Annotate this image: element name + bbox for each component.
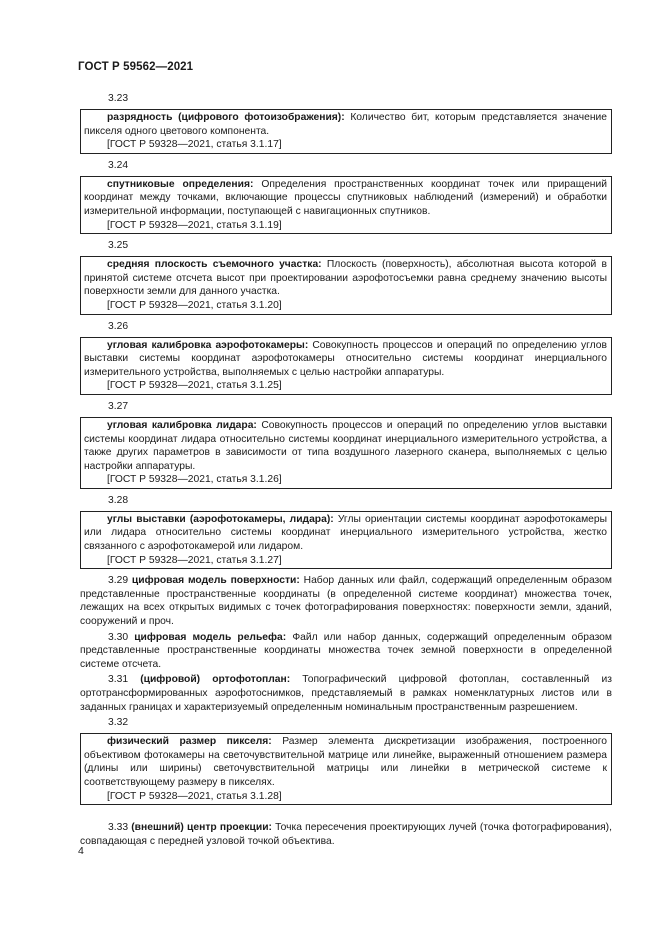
term-source: [ГОСТ Р 59328—2021, статья 3.1.25] xyxy=(107,380,282,392)
term-text: Точка пересечения проектирующих лучей (точка фотографирования), совпадающая с передней узловой точкой объектива. xyxy=(80,822,612,847)
term-definition xyxy=(84,735,607,789)
term-title: углы выставки (аэрофотокамеры, лидара): xyxy=(107,513,334,525)
term-box xyxy=(80,733,612,805)
term-text: Совокупность процессов и операций по определению углов выставки системы координат аэрофотокамеры относительно системы координат инерциального измерительного устройства, выполняемых с целью настройки аппаратуры. xyxy=(84,339,607,378)
term-text: Размер элемента дискретизации изображения, построенного объективом фотокамеры на светочувствительной матрице или линейке, выраженный отношением размера (длины или ширины) светочувствительной матрицы или линейки в метрической системе к соответствующему размеру в пикселях. xyxy=(84,736,607,788)
term-text: Совокупность процессов и операций по определению углов выставки системы координат лидара относительно системы координат инерциального измерительного устройства, а также других параметров в зависимости от типа воздушного лазерного сканера, выполняемых с целью настройки аппаратуры. xyxy=(84,419,607,472)
term-text: Определения пространственных координат точек или приращений координат между точками, включающие процессы спутниковых наблюдений (измерений) и обработки измерительной информации, поступающей с навигационных спутников. xyxy=(84,178,607,217)
term-title: разрядность (цифрового фотоизображения): xyxy=(107,112,345,123)
term-text: Набор данных или файл, содержащий определенным образом представленные пространственные координаты (в определенной системе координат) множества точек, лежащих на всех открытых видимых с точек фотографирования поверхностях: поверхности земли, зданий, сооружений и проч. xyxy=(80,575,612,628)
term-number: 3.26 xyxy=(108,320,129,332)
term-number: 3.25 xyxy=(108,240,129,252)
term-title: угловая калибровка лидара: xyxy=(107,419,257,431)
term-source: [ГОСТ Р 59328—2021, статья 3.1.19] xyxy=(107,219,282,231)
term-number: 3.29 xyxy=(108,575,129,587)
term-definition xyxy=(84,419,607,473)
document-body xyxy=(80,92,612,850)
term-source: [ГОСТ Р 59328—2021, статья 3.1.20] xyxy=(107,299,282,311)
term-title: угловая калибровка аэрофотокамеры: xyxy=(107,339,309,351)
term-source: [ГОСТ Р 59328—2021, статья 3.1.27] xyxy=(107,554,282,566)
term-box xyxy=(80,417,612,489)
term-text: Плоскость (поверхность), абсолютная высота которой в принятой системе отсчета высот при проектировании аэрофотосъемки равна среднему значению высоты поверхности земли для данного участка. xyxy=(84,259,607,298)
term-title: физический размер пикселя: xyxy=(107,736,272,748)
term-box xyxy=(80,256,612,314)
term-paragraph xyxy=(80,821,612,848)
term-number: 3.28 xyxy=(108,494,129,506)
term-definition xyxy=(84,111,607,138)
term-text: Файл или набор данных, содержащий определенным образом представленные пространственные координаты множества точек земной поверхности в определенной системе отсчета. xyxy=(80,631,612,670)
term-definition xyxy=(84,178,607,219)
term-number: 3.27 xyxy=(108,400,129,412)
term-title: цифровая модель рельефа: xyxy=(134,631,287,643)
term-definition xyxy=(84,513,607,554)
term-box xyxy=(80,109,612,154)
term-box xyxy=(80,176,612,234)
term-text: Углы ориентации системы координат аэрофотокамеры или лидара относительно системы координат инерциального измерительного устройства, жестко связанного с аэрофотокамерой или лидаром. xyxy=(84,513,608,553)
term-number: 3.32 xyxy=(108,717,129,729)
term-text: Количество бит, которым представляется значение пикселя одного цветового компонента. xyxy=(84,112,607,137)
term-number: 3.23 xyxy=(108,93,129,104)
term-paragraph xyxy=(80,631,612,672)
term-number: 3.33 xyxy=(108,822,129,834)
term-title: средняя плоскость съемочного участка: xyxy=(107,259,322,271)
term-paragraph xyxy=(80,673,612,714)
term-title: цифровая модель поверхности: xyxy=(131,575,300,587)
term-source: [ГОСТ Р 59328—2021, статья 3.1.17] xyxy=(107,139,282,151)
term-title: (цифровой) ортофотоплан: xyxy=(140,674,291,686)
term-text: Топографический цифровой фотоплан, составленный из ортотрансформированных аэрофотоснимков, представляемый в рамках номенклатурных листов или в заданных границах и характеризуемый определенным номинальным пространственным разрешением. xyxy=(80,674,612,713)
term-title: (внешний) центр проекции: xyxy=(131,822,272,834)
term-source: [ГОСТ Р 59328—2021, статья 3.1.28] xyxy=(107,790,282,802)
term-source: [ГОСТ Р 59328—2021, статья 3.1.26] xyxy=(107,474,282,486)
term-number: 3.31 xyxy=(108,674,129,686)
term-box xyxy=(80,337,612,395)
term-definition xyxy=(84,258,607,299)
term-box xyxy=(80,511,612,569)
term-number: 3.24 xyxy=(108,159,129,171)
term-paragraph xyxy=(80,574,612,628)
term-title: спутниковые определения: xyxy=(107,178,254,190)
term-number: 3.30 xyxy=(108,631,129,643)
standard-header: ГОСТ Р 59562—2021 xyxy=(78,61,194,73)
term-definition xyxy=(84,339,607,380)
page-number: 4 xyxy=(78,845,84,857)
